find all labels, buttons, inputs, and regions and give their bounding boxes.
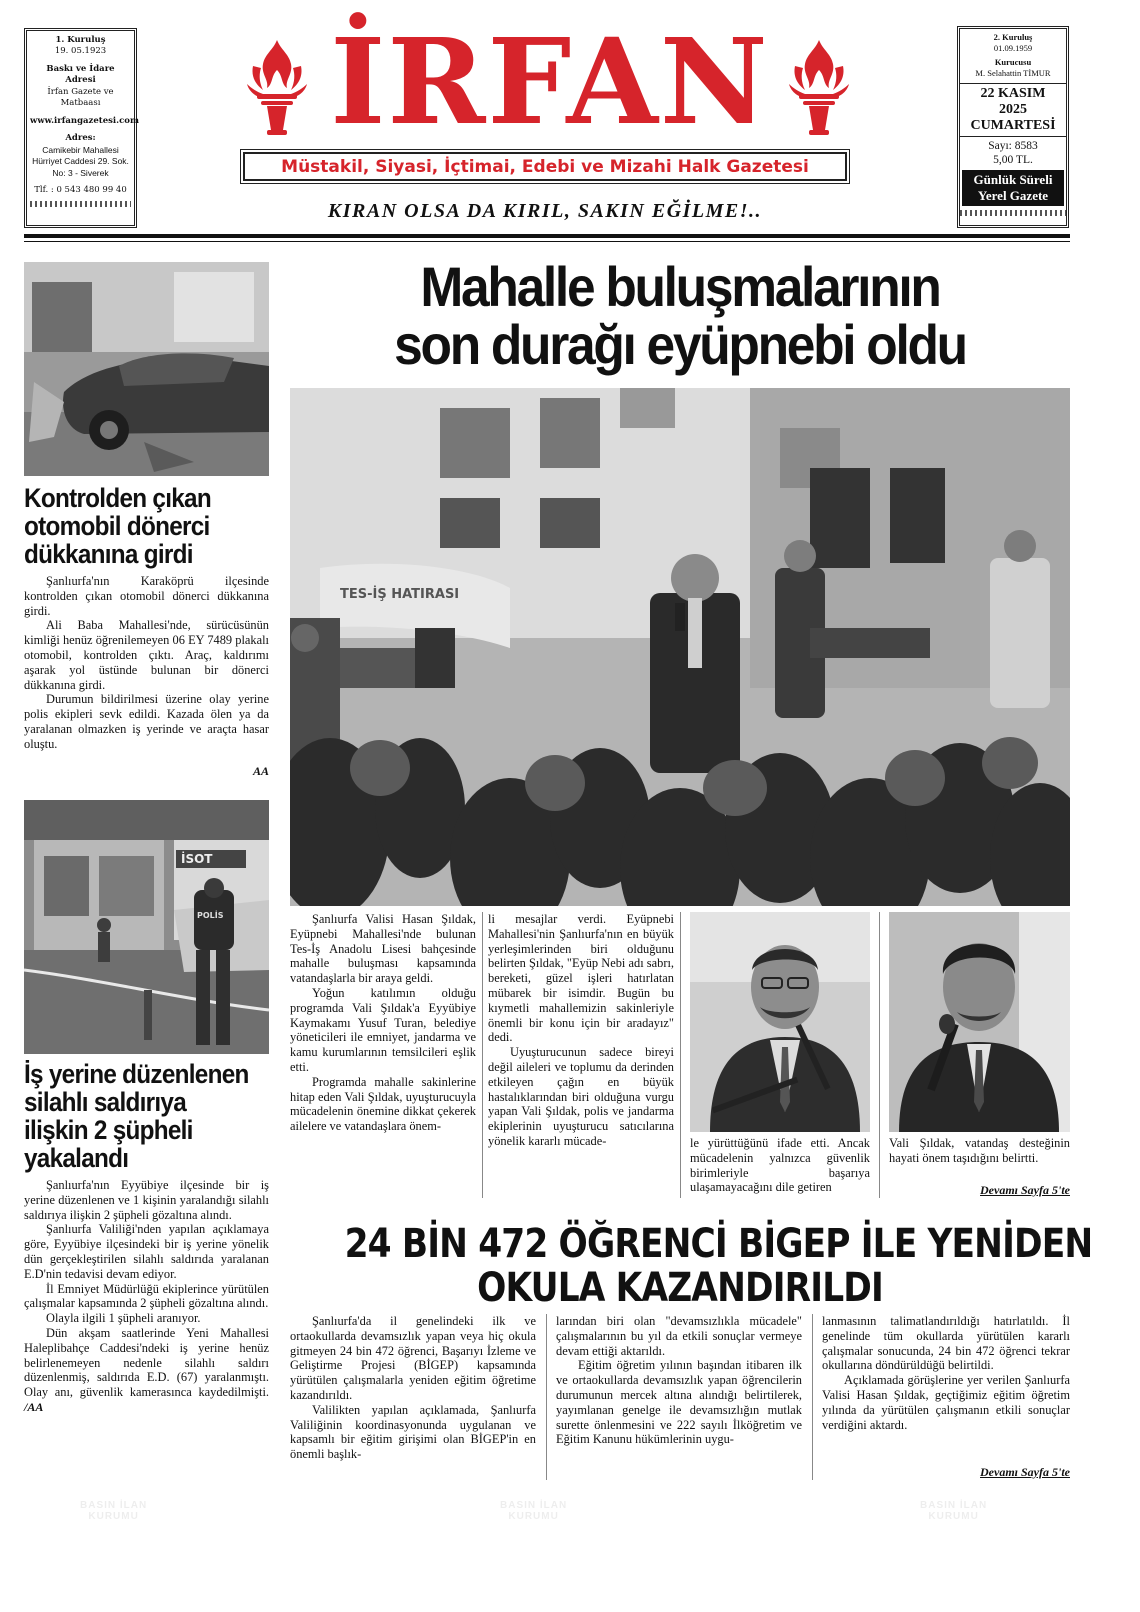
column-rule	[879, 912, 880, 1198]
office-name: İrfan Gazete ve Matbaası	[47, 86, 114, 109]
side-article-1-source: AA	[252, 764, 269, 778]
police-vest-text: POLİS	[197, 911, 224, 920]
side-article-2-headline	[24, 1060, 249, 1172]
paragraph: Durumun bildirilmesi üzerine olay yerine polis ekipleri sevk edildi. Kazada ölen ya da yaralanan olmazken iş yerinde ve araçta hasar oluştu.	[24, 692, 269, 751]
headline-line: silahlı saldırıya	[24, 1087, 187, 1117]
headline-line: otomobil dönerci	[24, 511, 210, 541]
paragraph: li mesajlar verdi. Eyüpnebi Mahallesi'nin Şanlıurfa'nın en büyük yerleşimlerinden biri olduğunu belirten Şıldak, "Eyüp Nebi adı sabrı, bereketi, güzel işleri hatırlatan mübarek bir isimdir. Bugün bu kıymetli mahallemizin sakinleriyle önemli bir konu için bir aradayız" dedi.	[488, 912, 674, 1045]
main-article-col-1	[290, 912, 476, 1134]
paragraph: Şanlıurfa'da il genelindeki ilk ve ortaokullarda devamsızlık yapan veya hiç okula gitmeyen 24 bin 472 öğrenci, Başarıyı İzleme ve Geliştirme Projesi (BİGEP) kapsamında yürütülen çalışmalarla yeniden eğitim öğretime kazandırıldı.	[290, 1314, 536, 1402]
issue-number: Sayı: 8583	[988, 140, 1038, 152]
paragraph: larından biri olan "devamsızlıkla mücadele" çalışmalarının bu yıl da etkili sonuçlar vermeye devam ettiği aktarıldı.	[556, 1314, 802, 1358]
headline-line: OKULA KAZANDIRILDI	[477, 1265, 883, 1311]
address-line-3: No: 3 - Siverek	[52, 167, 109, 178]
paragraph: Şanlıurfa Valisi Hasan Şıldak, Eyüpnebi Mahallesi'nde bulunan Tes-İş Anadolu Lisesi bahçesinde mahalle buluşması kapsamında vatandaşlarla bir araya geldi.	[290, 912, 476, 986]
torch-right-icon	[785, 36, 853, 136]
torch-left-icon	[243, 36, 311, 136]
website-link[interactable]: www.irfangazetesi.com	[30, 115, 139, 126]
paragraph: le yürüttüğünü ifade etti. Ancak mücadelenin yalnızca güvenlik birimleriyle başarıya ulaşamayacağını dile getiren	[690, 1136, 870, 1195]
publication-type-line-1: Günlük Süreli	[973, 172, 1053, 187]
car-crash-photo	[24, 262, 269, 476]
newspaper-subtitle: Müstakil, Siyasi, İçtimai, Edebi ve Mizahi Halk Gazetesi	[243, 152, 847, 181]
side-article-2-body	[24, 1178, 269, 1415]
paragraph: lanmasının talimatlandırıldığı hatırlatıldı. İl genelinde tüm okullarda yürütülen kararlı çalışmalar sonucunda, 24 bin 472 öğrenci tekrar okullarına döndürüldüğü belirtildi.	[822, 1314, 1070, 1373]
main-article-col-4	[889, 1136, 1070, 1166]
official-portrait-photo	[889, 912, 1070, 1132]
watermark-line: BASIN İLAN	[500, 1500, 568, 1511]
main-article-headline	[321, 255, 1039, 376]
newspaper-logo[interactable]: İRFAN	[330, 12, 770, 151]
watermark-line: KURUMU	[508, 1511, 559, 1522]
watermark	[80, 1500, 147, 1522]
headline-line: 24 BİN 472 ÖĞRENCİ BİGEP İLE YENİDEN	[344, 1221, 1093, 1267]
watermark	[920, 1500, 987, 1522]
office-label: Baskı ve İdare Adresi	[46, 63, 115, 86]
paragraph: Şanlıurfa Valiliği'nden yapılan açıklamaya göre, Eyyübiye ilçesindeki bir iş yerine yönelik dün gerçekleştirilen silahlı saldırıda yaralanan E.D'nin tedavisi devam ediyor.	[24, 1222, 269, 1281]
crime-scene-photo	[24, 800, 269, 1054]
main-article-continued-link[interactable]: Devamı Sayfa 5'te	[980, 1183, 1070, 1197]
publication-type-line-2: Yerel Gazete	[977, 188, 1049, 203]
main-article-col-3	[690, 1136, 870, 1195]
founding-1-label: 1. Kuruluş	[55, 35, 106, 45]
address-line-2: Hürriyet Caddesi 29. Sok.	[32, 156, 129, 167]
masthead-right-infobox	[957, 26, 1069, 228]
paragraph	[24, 1326, 269, 1415]
paragraph: Şanlıurfa'nın Eyyübiye ilçesinde bir iş yerine düzenlenen ve 1 kişinin yaralandığı silahlı saldırıya ilişkin 2 şüpheli gözaltına alındı.	[24, 1178, 269, 1222]
paragraph: Vali Şıldak, vatandaş desteğinin hayati önem taşıdığını belirtti.	[889, 1136, 1070, 1165]
headline-line: ilişkin 2 şüpheli	[24, 1115, 193, 1145]
paragraph: Ali Baba Mahallesi'nde, sürücüsünün kimliği henüz öğrenilemeyen 06 EY 7489 plakalı otomobil, kontrolden çıktı. Araç, kaldırımı aşarak yol üstünde bulunan bir dönerci dükkanına girdi.	[24, 618, 269, 692]
second-article-col-1	[290, 1314, 536, 1462]
paragraph: Programda mahalle sakinlerine hitap eden Vali Şıldak, uyuşturucuyla mücadelenin önemine dikkat çekerek ailelere ve vatandaşlara önem-	[290, 1074, 476, 1134]
paragraph: Olayla ilgili 1 şüpheli aranıyor.	[46, 1311, 201, 1326]
watermark	[500, 1500, 567, 1522]
address-line-1: Camikebir Mahallesi	[42, 144, 119, 155]
watermark-line: BASIN İLAN	[80, 1500, 148, 1511]
paragraph: Açıklamada görüşlerine yer verilen Şanlıurfa Valisi Hasan Şıldak, geçtiğimiz eğitim öğretim yılında da yürütülen çalışmanın etkili sonuçlar verdiğini aktardı.	[822, 1373, 1070, 1432]
watermark-line: KURUMU	[88, 1511, 139, 1522]
paragraph: İl Emniyet Müdürlüğü ekiplerince yürütülen çalışmalar kapsamında 2 şüpheli gözaltına alındı.	[24, 1281, 269, 1311]
side-article-1-body	[24, 574, 269, 752]
headline-line: Mahalle buluşmalarının	[420, 255, 940, 318]
address-label: Adres:	[65, 133, 96, 144]
column-rule	[680, 912, 681, 1198]
date-weekday: CUMARTESİ	[970, 118, 1056, 133]
side-article-1-headline	[24, 484, 211, 568]
headline-line: son durağı eyüpnebi oldu	[394, 313, 966, 376]
newspaper-motto: KIRAN OLSA DA KIRIL, SAKIN EĞİLME!..	[327, 200, 763, 222]
date-year: 2025	[999, 102, 1027, 117]
dotted-border	[960, 210, 1066, 216]
date-day-month: 22 KASIM	[980, 86, 1046, 101]
second-article-col-2	[556, 1314, 802, 1447]
founder-name: M. Selahattin TİMUR	[975, 68, 1051, 78]
governor-portrait-photo	[690, 912, 870, 1132]
governor-speech-photo	[290, 388, 1070, 906]
shop-sign-text: İSOT	[181, 852, 213, 866]
headline-line: Kontrolden çıkan	[24, 483, 211, 513]
second-article-headline	[344, 1221, 1093, 1311]
headline-line: dükkanına girdi	[24, 539, 193, 569]
masthead-left-infobox	[24, 28, 137, 228]
phone: Tlf. : 0 543 480 99 40	[34, 185, 127, 196]
paragraph-text: Dün akşam saatlerinde Yeni Mahallesi Haleplibahçe Caddesi'ndeki iş yerine henüz belirlenemeyen nedenle silahlı saldırı düzenlenmiş, saldırıda E.D. (67) yaralanmıştı. Olay anı, güvenlik kamerasınca kaydedilmişti.	[24, 1325, 269, 1400]
paragraph: Şanlıurfa'nın Karaköprü ilçesinde kontrolden çıkan otomobil dönerci dükkanına girdi.	[24, 574, 269, 618]
column-rule	[546, 1314, 547, 1480]
second-article-col-3	[822, 1314, 1070, 1432]
column-rule	[482, 912, 483, 1198]
side-article-2-source: /AA	[24, 1399, 44, 1414]
column-rule	[812, 1314, 813, 1480]
founding-1-date: 19. 05.1923	[54, 46, 107, 57]
dotted-border	[30, 201, 131, 207]
main-article-col-2	[488, 912, 674, 1149]
watermark-line: BASIN İLAN	[920, 1500, 988, 1511]
masthead-rule-thin	[24, 241, 1070, 242]
paragraph: Eğitim öğretim yılının başından itibaren ilk ve ortaokullarda devamsızlık yapan öğrencilerin durumunun mercek altına alındığı belirtilerek, yayımlanan genelge ile devamsızlığın mutlak surette önlenmesini ve 222 sayılı İlköğretim ve Eğitim Kanunu hükümlerinin uygu-	[556, 1358, 802, 1447]
paragraph: Yoğun katılımın olduğu programda Vali Şıldak'a Eyyübiye Kaymakamı Yusuf Turan, belediye yöneticileri ile emniyet, jandarma ve kamu kurumlarının temsilcileri eşlik etti.	[290, 985, 476, 1074]
headline-line: İş yerine düzenlenen	[24, 1059, 249, 1089]
second-article-continued-link[interactable]: Devamı Sayfa 5'te	[980, 1465, 1070, 1479]
masthead-rule	[24, 234, 1070, 238]
founding-2-date: 01.09.1959	[993, 43, 1033, 53]
watermark-line: KURUMU	[928, 1511, 979, 1522]
paragraph: Uyuşturucunun sadece bireyi değil aileleri ve toplumu da derinden etkileyen çağın en büyük hastalıklarından biri olduğuna vurgu yapan Vali Şıldak, polis ve jandarma ekiplerinin uyuşturucu satıcılarına yönelik kararlı mücade-	[488, 1045, 674, 1148]
founder-label: Kurucusu	[994, 57, 1032, 67]
price: 5,00 TL.	[993, 154, 1033, 166]
founding-2-label: 2. Kuruluş	[993, 32, 1033, 42]
headline-line: yakalandı	[24, 1143, 129, 1173]
photo-banner-text: TES-İŞ HATIRASI	[340, 587, 460, 602]
paragraph: Valilikten yapılan açıklamada, Şanlıurfa Valiliğinin koordinasyonunda uygulanan ve kapsamlı bir eğitim girişimi olan BİGEP'in en önemli başlık-	[290, 1402, 536, 1462]
